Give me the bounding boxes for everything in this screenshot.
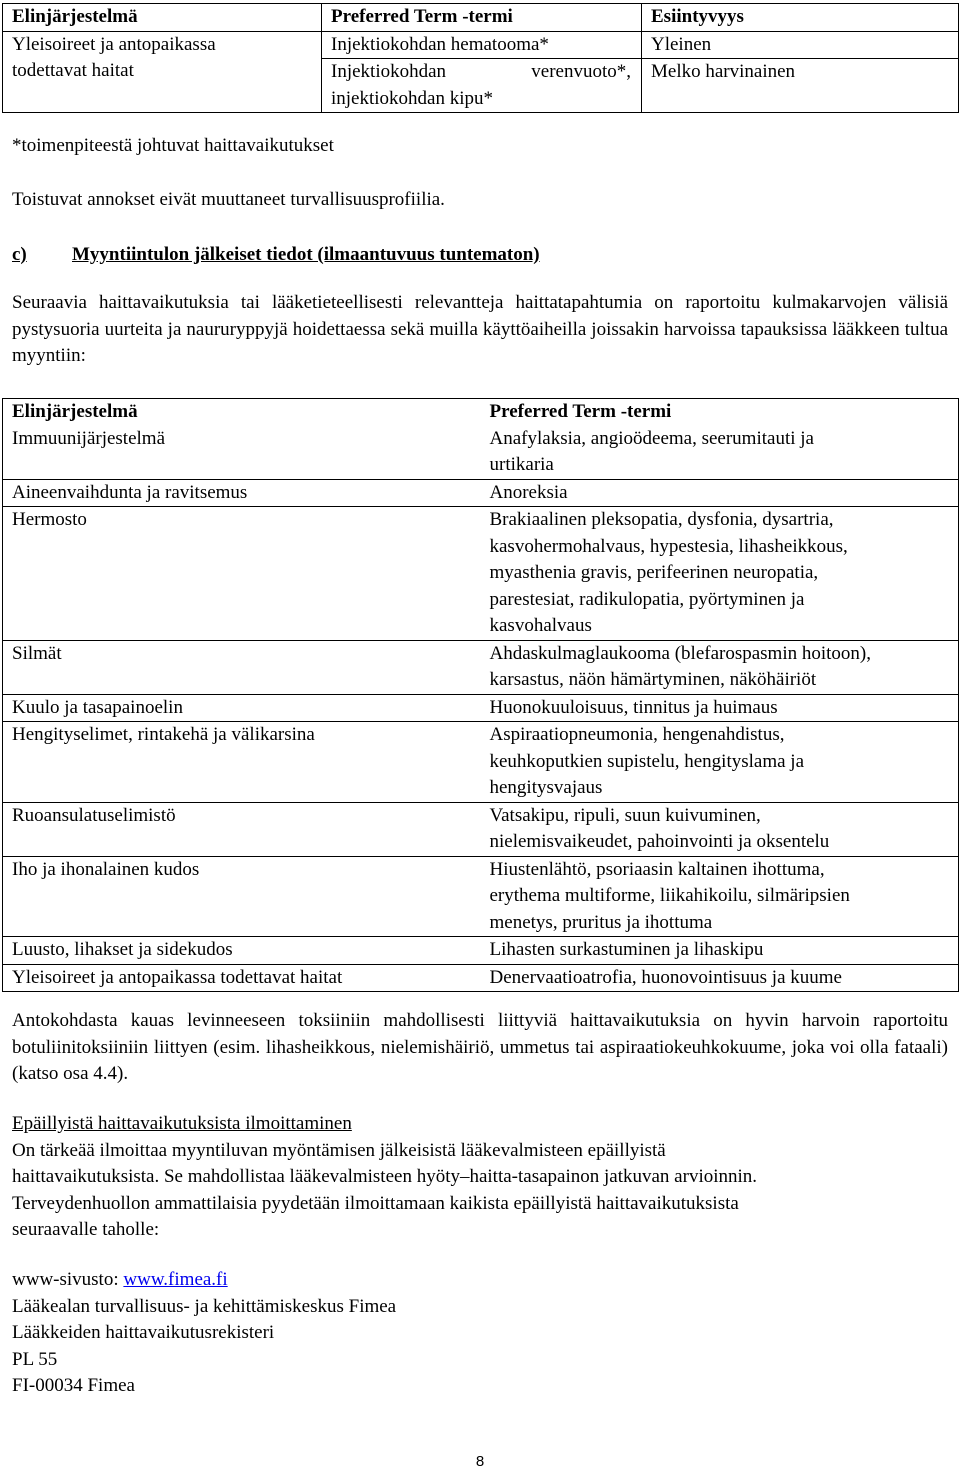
table-row (3, 694, 959, 722)
term-line: kasvohalvaus (489, 615, 592, 636)
term-line: erythema multiforme, liikahikoilu, silmäripsien (489, 885, 850, 906)
table-row (3, 426, 959, 480)
term-line: kasvohermohalvaus, hypestesia, lihasheikkous, (489, 535, 848, 557)
organ-class-cell (3, 31, 322, 113)
contact-line: FI-00034 Fimea (12, 1375, 135, 1396)
repeat-doses-note: Toistuvat annokset eivät muuttaneet turvallisuusprofiilia. (12, 189, 445, 210)
term-cell (473, 856, 959, 937)
section-c-heading (12, 242, 540, 269)
term-line: Vatsakipu, ripuli, suun kuivuminen, (489, 804, 761, 826)
term-line: nielemisvaikeudet, pahoinvointi ja oksentelu (489, 831, 830, 852)
term-line (331, 59, 641, 86)
reporting-line: seuraavalle taholle: (12, 1219, 160, 1240)
table-header-row (3, 399, 959, 426)
term-line: keuhkoputkien supistelu, hengityslama ja (489, 750, 805, 772)
table-row (3, 31, 959, 59)
contact-line: Lääkkeiden haittavaikutusrekisteri (12, 1322, 275, 1343)
fimea-link[interactable]: www.fimea.fi (123, 1269, 228, 1290)
frequency-cell: Melko harvinainen (642, 59, 959, 113)
term-line: Brakiaalinen pleksopatia, dysfonia, dysartria, (489, 509, 834, 530)
reporting-section (12, 1111, 948, 1244)
term-line: Hiustenlähtö, psoriaasin kaltainen ihottuma, (489, 858, 825, 880)
organ-class-cell: Ruoansulatuselimistö (12, 804, 176, 826)
contact-line: Lääkealan turvallisuus- ja kehittämiskeskus Fimea (12, 1295, 397, 1317)
term-line: karsastus, näön hämärtyminen, näköhäiriöt (489, 669, 817, 690)
frequency-cell: Yleinen (642, 31, 959, 59)
organ-class-cell: Kuulo ja tasapainoelin (12, 696, 183, 718)
term-line: Anafylaksia, angioödeema, seerumitauti ja (489, 427, 814, 449)
frequency-table (2, 3, 959, 113)
organ-class-cell: Yleisoireet ja antopaikassa todettavat haitat (12, 966, 343, 988)
table-row (3, 507, 959, 641)
footnote: *toimenpiteestä johtuvat haittavaikutukset (12, 135, 334, 156)
organ-class-cell: Hengityselimet, rintakehä ja välikarsina (12, 724, 315, 745)
term-line: Aspiraatiopneumonia, hengenahdistus, (489, 724, 785, 745)
table-row (3, 937, 959, 965)
term-line: myasthenia gravis, perifeerinen neuropatia, (489, 562, 819, 583)
organ-class-line: todettavat haitat (12, 60, 134, 81)
term-text: Injektiokohdan (331, 61, 447, 82)
term-cell (473, 722, 959, 803)
table-row (3, 856, 959, 937)
term-cell (322, 59, 642, 113)
term-line: Denervaatioatrofia, huonovointisuus ja kuume (489, 966, 842, 988)
term-line: urtikaria (489, 454, 554, 475)
table-row (3, 802, 959, 856)
website-label: www-sivusto: (12, 1269, 119, 1290)
term-cell (473, 479, 959, 507)
term-line: Huonokuuloisuus, tinnitus ja huimaus (489, 696, 778, 718)
table-row (3, 640, 959, 694)
section-c-intro: Seuraavia haittavaikutuksia tai lääketieteellisesti relevantteja haittatapahtumia on raportoitu kulmakarvojen välisiä pystysuoria uurteita ja naururyppyjä hoidettaessa sekä muilla käyttöaiheilla joissakin harvoissa tapauksissa lääkkeen tultua myyntiin: (12, 292, 948, 366)
term-text: verenvuoto*, (531, 61, 631, 82)
term-line: parestesiat, radikulopatia, pyörtyminen ja (489, 588, 805, 610)
organ-class-cell: Aineenvaihdunta ja ravitsemus (12, 481, 248, 503)
page-number: 8 (475, 1453, 485, 1470)
reporting-line: Terveydenhuollon ammattilaisia pyydetään ilmoittamaan kaikista epäillyistä haittavaikutuksista (12, 1192, 739, 1214)
term-cell (473, 964, 959, 992)
header-preferred-term: Preferred Term -termi (322, 4, 642, 32)
table-row (3, 479, 959, 507)
term-line: Ahdaskulmaglaukooma (blefarospasmin hoitoon), (489, 642, 872, 664)
table-header-row (3, 4, 959, 32)
organ-class-line: Yleisoireet ja antopaikassa (12, 33, 216, 55)
header-organ-class: Elinjärjestelmä (12, 401, 138, 422)
term-cell (473, 640, 959, 694)
reporting-heading: Epäillyistä haittavaikutuksista ilmoittaminen (12, 1113, 352, 1134)
table-row (3, 964, 959, 992)
reporting-line: On tärkeää ilmoittaa myyntiluvan myöntämisen jälkeisistä lääkevalmisteen epäillyistä (12, 1139, 666, 1161)
header-organ-class: Elinjärjestelmä (3, 4, 322, 32)
contact-line: PL 55 (12, 1348, 58, 1370)
term-cell: Injektiokohdan hematooma* (322, 31, 642, 59)
term-line: Anoreksia (489, 481, 568, 503)
term-cell (473, 802, 959, 856)
organ-class-cell: Iho ja ihonalainen kudos (12, 858, 200, 880)
term-cell (473, 507, 959, 641)
organ-class-cell: Silmät (12, 642, 62, 664)
term-line: menetys, pruritus ja ihottuma (489, 911, 713, 933)
website-line (12, 1267, 948, 1294)
term-line: injektiokohdan kipu* (331, 87, 494, 109)
term-line: Lihasten surkastuminen ja lihaskipu (489, 939, 764, 960)
header-preferred-term: Preferred Term -termi (489, 401, 672, 422)
term-cell (473, 694, 959, 722)
reporting-line: haittavaikutuksista. Se mahdollistaa lääkevalmisteen hyöty–haitta-tasapainon jatkuvan arvioinnin. (12, 1166, 758, 1187)
term-cell (473, 426, 959, 480)
table-row (3, 722, 959, 803)
term-line: hengitysvajaus (489, 777, 603, 798)
organ-class-cell: Hermosto (12, 509, 87, 530)
term-cell (473, 937, 959, 965)
organ-class-cell: Luusto, lihakset ja sidekudos (12, 939, 233, 960)
section-title: Myyntiintulon jälkeiset tiedot (ilmaantuvuus tuntematon) (72, 244, 540, 265)
header-frequency: Esiintyvyys (642, 4, 959, 32)
organ-class-cell: Immuunijärjestelmä (12, 427, 166, 449)
toxin-spread-paragraph: Antokohdasta kauas levinneeseen toksiiniin mahdollisesti liittyviä haittavaikutuksia on hyvin harvoin raportoitu botuliinitoksiiniin liittyen (esim. lihasheikkous, nielemishäiriö, ummetus tai aspiraatiokeuhkokuume, joka voi olla fataali) (katso osa 4.4). (12, 1010, 948, 1084)
contact-block (12, 1267, 948, 1400)
section-number: c) (12, 244, 27, 265)
postmarketing-table (2, 398, 959, 992)
